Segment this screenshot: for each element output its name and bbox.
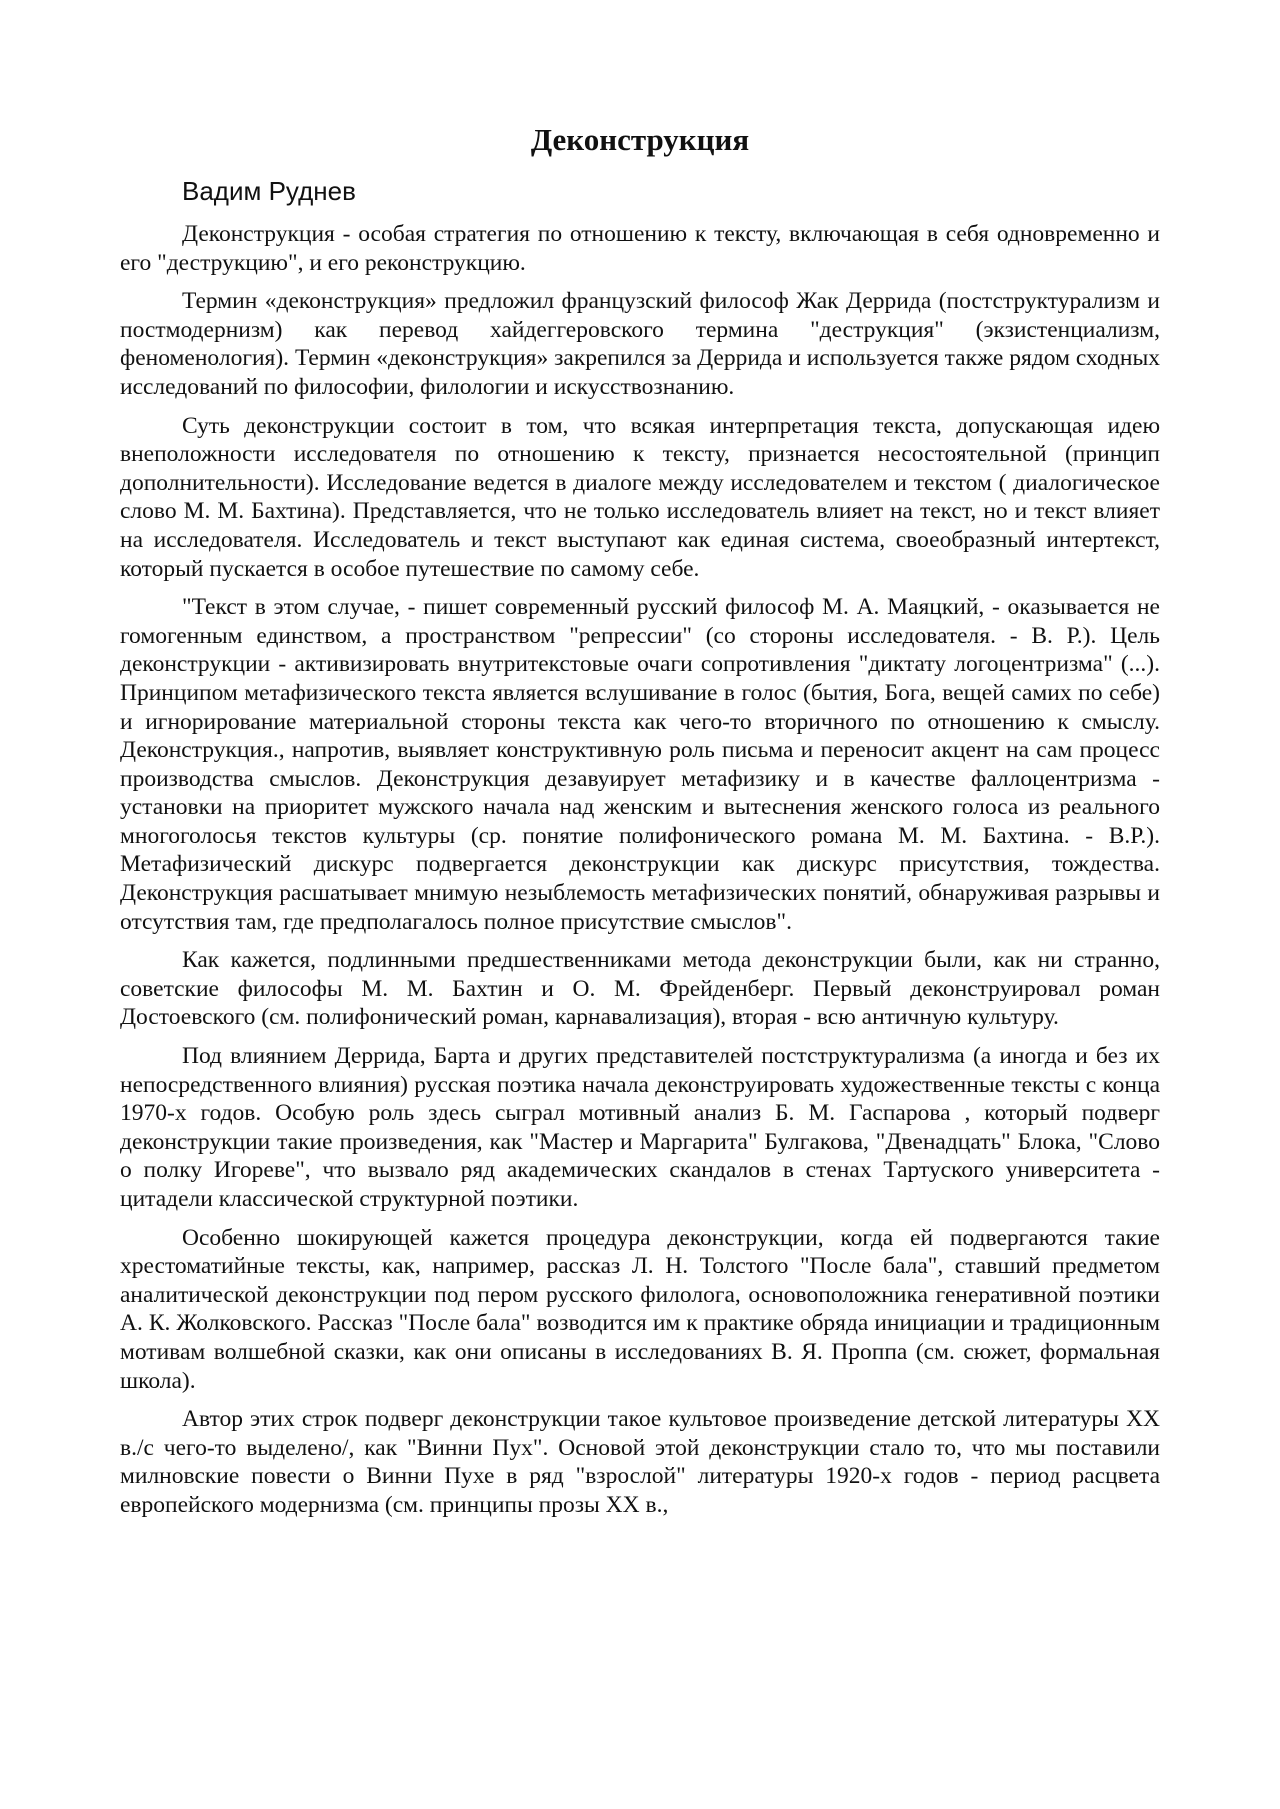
paragraph-5: Как кажется, подлинными предшественниками метода деконструкции были, как ни странно, советские философы М. М. Бахтин и О. М. Фрейденберг. Первый деконструировал роман Достоевского (см. полифонический роман, карнавализация), вторая - всю античную культуру.	[120, 947, 1160, 1031]
document-title: Деконструкция	[530, 122, 750, 157]
paragraph-3: Суть деконструкции состоит в том, что всякая интерпретация текста, допускающая идею внеположности исследователя по отношению к тексту, признается несостоятельной (принцип дополнительности). Исследование ведется в диалоге между исследователем и текстом ( диалогическое слово М. М. Бахтина). Представляется, что не только исследователь влияет на текст, но и текст влияет на исследователя. Исследователь и текст выступают как единая система, своеобразный интертекст, который пускается в особое путешествие по самому себе.	[120, 412, 1160, 582]
paragraph-4: "Текст в этом случае, - пишет современный русский философ М. А. Маяцкий, - оказывается не гомогенным единством, а пространством "репрессии" (со стороны исследователя. - В. Р.). Цель деконструкции - активизировать внутритекстовые очаги сопротивления "диктату логоцентризма" (...). Принципом метафизического текста является вслушивание в голос (бытия, Бога, вещей самих по себе) и игнорирование материальной стороны текста как чего-то вторичного по отношению к смыслу. Деконструкция., напротив, выявляет конструктивную роль письма и переносит акцент на сам процесс производства смыслов. Деконструкция дезавуирует метафизику и в качестве фаллоцентризма - установки на приоритет мужского начала над женским и вытеснения женского голоса из реального многоголосья текстов культуры (ср. понятие полифонического романа М. М. Бахтина. - В.Р.). Метафизический дискурс подвергается деконструкции как дискурс присутствия, тождества. Деконструкция расшатывает мнимую незыблемость метафизических понятий, обнаруживая разрывы и отсутствия там, где предполагалось полное присутствие смыслов".	[120, 594, 1160, 935]
paragraph-1: Деконструкция - особая стратегия по отношению к тексту, включающая в себя одновременно и его "деструкцию", и его реконструкцию.	[120, 221, 1160, 276]
paragraph-6: Под влиянием Деррида, Барта и других представителей постструктурализма (а иногда и без их непосредственного влияния) русская поэтика начала деконструировать художественные тексты с конца 1970-х годов. Особую роль здесь сыграл мотивный анализ Б. М. Гаспарова , который подверг деконструкции такие произведения, как "Мастер и Маргарита" Булгакова, "Двенадцать" Блока, "Слово о полку Игореве", что вызвало ряд академических скандалов в стенах Тартуского университета - цитадели классической структурной поэтики.	[120, 1043, 1160, 1212]
paragraph-8: Автор этих строк подверг деконструкции такое культовое произведение детской литературы XX в./с чего-то выделено/, как "Винни Пух". Основой этой деконструкции стало то, что мы поставили милновские повести о Винни Пухе в ряд "взрослой" литературы 1920-х годов - период расцвета европейского модернизма (см. принципы прозы XX в.,	[120, 1406, 1160, 1518]
document-body	[120, 220, 1160, 1530]
paragraph-2: Термин «деконструкция» предложил французский философ Жак Деррида (постструктурализм и постмодернизм) как перевод хайдеггеровского термина "деструкция" (экзистенциализм, феноменология). Термин «деконструкция» закрепился за Деррида и используется также рядом сходных исследований по философии, филологии и искусствознанию.	[120, 288, 1160, 400]
paragraph-7: Особенно шокирующей кажется процедура деконструкции, когда ей подвергаются такие хрестоматийные тексты, как, например, рассказ Л. Н. Толстого "После бала", ставший предметом аналитической деконструкции под пером русского филолога, основоположника генеративной поэтики А. К. Жолковского. Рассказ "После бала" возводится им к практике обряда инициации и традиционным мотивам волшебной сказки, как они описаны в исследованиях В. Я. Проппа (см. сюжет, формальная школа).	[120, 1224, 1160, 1394]
author-name: Вадим Руднев	[182, 176, 356, 206]
